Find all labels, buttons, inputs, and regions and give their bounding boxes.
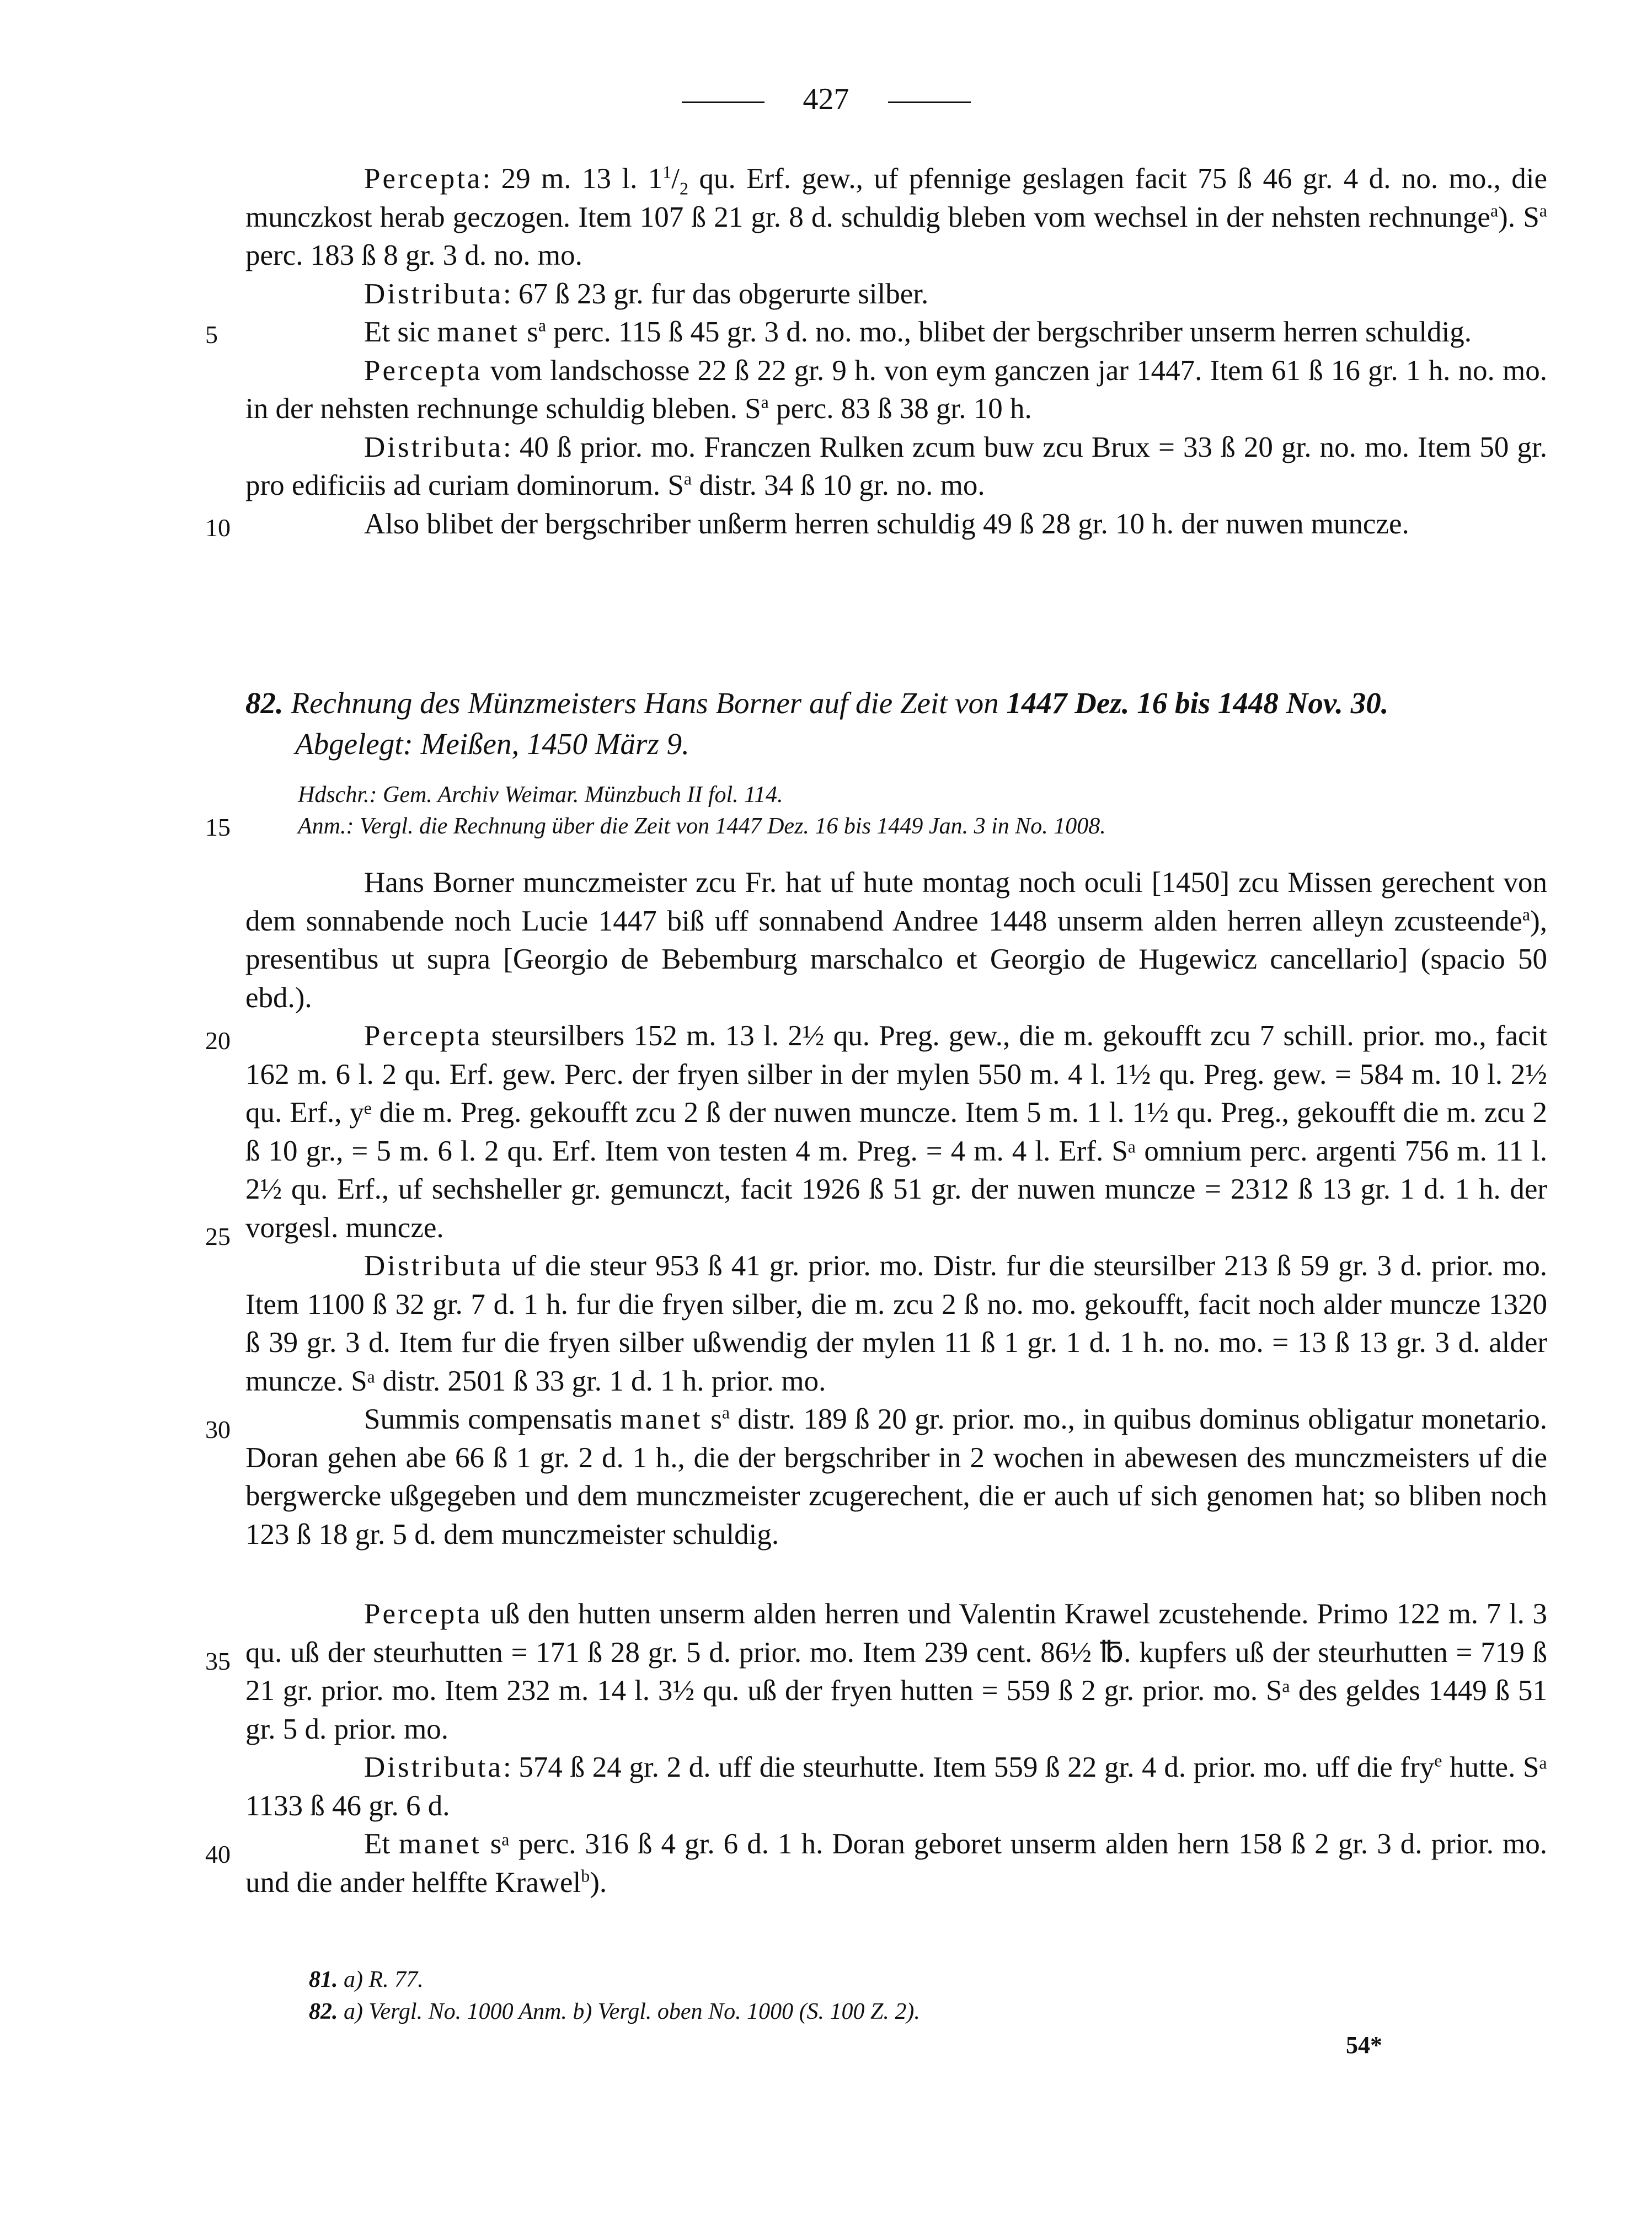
line-number: 5 [205, 320, 218, 349]
superscript: a [1539, 200, 1547, 220]
footnote [309, 1996, 920, 2028]
paragraph [245, 275, 1547, 314]
line-number: 25 [205, 1222, 231, 1250]
line-number: 20 [205, 1027, 231, 1055]
line-number: 10 [205, 514, 231, 542]
term-distributa: Distributa [364, 1751, 503, 1783]
term-percepta: Percepta [364, 1020, 483, 1052]
text: : 67 ß 23 gr. fur das obgerurte silber. [502, 277, 929, 310]
superscript: a [538, 315, 547, 335]
text: Summis compensatis [364, 1403, 621, 1435]
text: s [519, 316, 538, 348]
term-manet: manet [399, 1828, 482, 1860]
section-81-body [245, 160, 1547, 543]
text: qu. Erf. gew., uf pfennige geslagen facit 75 ß 46 gr. 4 d. no. mo., die munczkost herab geczogen. Item 107 ß 21 gr. 8 d. schuldig bleben vom wechsel in der nehsten rechnunge [245, 163, 1547, 233]
text: hutte. Sᵃ 1133 ß 46 gr. 6 d. [245, 1751, 1547, 1822]
text: Hans Borner munczmeister zcu Fr. hat uf hute montag noch oculi [1450] zcu Missen gerechent von dem sonnabende noch Lucie 1447 biß uff sonnabend Andree 1448 unserm alden herren alleyn zcusteende [245, 867, 1547, 937]
line-number: 35 [205, 1647, 231, 1675]
text: distr. 189 ß 20 gr. prior. mo., in quibus dominus obligatur monetario. Doran gehen abe 66 ß 1 gr. 2 d. 1 h., die der bergschriber in 2 wochen in abewesen des munczmeisters uf die bergwercke ußgegeben und dem munczmeister zcugerechent, die er auch uf sich genomen hat; so bliben noch 123 ß 18 gr. 5 d. dem munczmeister schuldig. [245, 1403, 1547, 1551]
paragraph [245, 505, 1547, 544]
page-header [0, 82, 1652, 117]
footnote-text: a) Vergl. No. 1000 Anm. b) Vergl. oben No. 1000 (S. 100 Z. 2). [344, 1999, 920, 2024]
term-distributa: Distributa [364, 1250, 503, 1282]
text: perc. 83 ß 38 gr. 10 h. [768, 393, 1032, 425]
text: : 40 ß prior. mo. Franczen Rulken zcum buw zcu Brux = 33 ß 20 gr. no. mo. Item 50 gr. pro edificiis ad curiam dominorum. S [245, 431, 1547, 501]
page-number: 427 [803, 82, 849, 116]
text: s [702, 1403, 722, 1435]
line-number: 15 [205, 813, 231, 841]
text: ). [590, 1866, 607, 1899]
term-manet: manet [437, 316, 520, 348]
paragraph [245, 160, 1547, 275]
footnote-number: 82. [309, 1999, 338, 2024]
text: uf die steur 953 ß 41 gr. prior. mo. Distr. fur die steursilber 213 ß 59 gr. 3 d. prior. mo. Item 1100 ß 32 gr. 7 d. 1 h. fur die fryen silber, die m. zcu 2 ß no. mo. gekoufft, facit noch alder muncze 1320 ß 39 gr. 3 d. Item fur die fryen silber ußwendig der mylen 11 ß 1 gr. 1 d. 1 h. no. mo. = 13 ß 13 gr. 3 d. alder muncze. Sᵃ distr. 2501 ß 33 gr. 1 d. 1 h. prior. mo. [245, 1250, 1547, 1397]
footnote-number: 81. [309, 1967, 338, 1992]
header-rule-left [682, 101, 764, 103]
document-date: 1447 Dez. 16 bis 1448 Nov. 30. [1006, 686, 1389, 720]
footnote [309, 1964, 424, 1996]
text: perc. 115 ß 45 gr. 3 d. no. mo., blibet der bergschriber unserm herren schuldig. [546, 316, 1472, 348]
paragraph [245, 1401, 1547, 1554]
paragraph [245, 1595, 1547, 1749]
term-distributa: Distributa [364, 277, 503, 310]
text: perc. 183 ß 8 gr. 3 d. no. mo. [245, 239, 582, 271]
remark-note: Anm.: Vergl. die Rechnung über die Zeit von 1447 Dez. 16 bis 1449 Jan. 3 in No. 1008. [298, 814, 1106, 839]
paragraph [245, 429, 1547, 505]
superscript: a [721, 1402, 730, 1423]
superscript: e [1434, 1750, 1442, 1771]
term-percepta: Percepta [364, 163, 483, 195]
paragraph [245, 352, 1547, 429]
superscript: a [761, 392, 769, 412]
section-82-body [245, 864, 1547, 1902]
paragraph [245, 1247, 1547, 1401]
text: Et [364, 1828, 399, 1860]
text: : 574 ß 24 gr. 2 d. uff die steurhutte. Item 559 ß 22 gr. 4 d. prior. mo. uff die fry [502, 1751, 1435, 1783]
document-heading [245, 683, 1547, 765]
footnote-marker: a [1522, 904, 1531, 924]
footnote-text: a) R. 77. [344, 1967, 424, 1992]
document-title: Rechnung des Münzmeisters Hans Borner auf die Zeit von [291, 686, 1007, 720]
subscript: 2 [680, 178, 689, 199]
header-rule-right [888, 101, 971, 103]
footnote-marker: b [581, 1865, 590, 1885]
text: ). S [1498, 201, 1539, 233]
paragraph [245, 1017, 1547, 1247]
term-manet: manet [620, 1403, 703, 1435]
term-percepta: Percepta [364, 354, 483, 387]
text: vom landschosse 22 ß 22 gr. 9 h. von eym ganczen jar 1447. Item 61 ß 16 gr. 1 h. no. mo. in der nehsten rechnunge schuldig bleben. S [245, 354, 1547, 425]
footnote-marker: a [1490, 200, 1499, 220]
text: Also blibet der bergschriber unßerm herren schuldig 49 ß 28 gr. 10 h. der nuwen muncze. [364, 507, 1409, 540]
text: uß den hutten unserm alden herren und Valentin Krawel zcustehende. Primo 122 m. 7 l. 3 qu. uß der steurhutten = 171 ß 28 gr. 5 d. prior. mo. Item 239 cent. 86½ ℔. kupfers uß der steurhutten = 719 ß 21 gr. prior. mo. Item 232 m. 14 l. 3½ qu. uß der fryen hutten = 559 ß 2 gr. prior. mo. Sᵃ des geldes 1449 ß 51 gr. 5 d. prior. mo. [245, 1598, 1547, 1745]
document-delivery: Abgelegt: Meißen, 1450 März 9. [295, 727, 689, 761]
paragraph [245, 313, 1547, 352]
term-percepta: Percepta [364, 1598, 483, 1630]
text: Et sic [364, 316, 437, 348]
line-number: 30 [205, 1415, 231, 1444]
superscript: a [683, 468, 692, 489]
text: steursilbers 152 m. 13 l. 2½ qu. Preg. gew., die m. gekoufft zcu 7 schill. prior. mo., facit 162 m. 6 l. 2 qu. Erf. gew. Perc. der fryen silber in der mylen 550 m. 4 l. 1½ qu. Preg. gew. = 584 m. 10 l. 2½ qu. Erf., yᵉ die m. Preg. gekoufft zcu 2 ß der nuwen muncze. Item 5 m. 1 l. 1½ qu. Preg., gekoufft die m. zcu 2 ß 10 gr., = 5 m. 6 l. 2 qu. Erf. Item von testen 4 m. Preg. = 4 m. 4 l. Erf. Sᵃ omnium perc. argenti 756 m. 11 l. 2½ qu. Erf., uf sechsheller gr. gemunczt, facit 1926 ß 51 gr. der nuwen muncze = 2312 ß 13 gr. 1 d. 1 h. der vorgesl. muncze. [245, 1020, 1547, 1244]
line-number: 40 [205, 1840, 231, 1868]
text: distr. 34 ß 10 gr. no. mo. [692, 469, 985, 501]
text: / [671, 163, 680, 195]
paragraph [245, 1749, 1547, 1825]
text: ), presentibus ut supra [Georgio de Bebemburg marschalco et Georgio de Hugewicz cancellario] (spacio 50 ebd.). [245, 905, 1547, 1014]
text: sᵃ perc. 316 ß 4 gr. 6 d. 1 h. Doran geboret unserm alden hern 158 ß 2 gr. 3 d. prior. mo. und die ander helffte Krawel [245, 1828, 1547, 1899]
paragraph [245, 1825, 1547, 1902]
document-number: 82. [245, 686, 284, 720]
superscript: 1 [662, 162, 672, 182]
paragraph [245, 864, 1547, 1017]
text: : 29 m. 13 l. 1 [482, 163, 663, 195]
spacer [245, 1554, 1547, 1595]
term-distributa: Distributa [364, 431, 503, 463]
sheet-signature: 54* [1346, 2032, 1382, 2059]
source-note: Hdschr.: Gem. Archiv Weimar. Münzbuch II fol. 114. [298, 782, 783, 808]
